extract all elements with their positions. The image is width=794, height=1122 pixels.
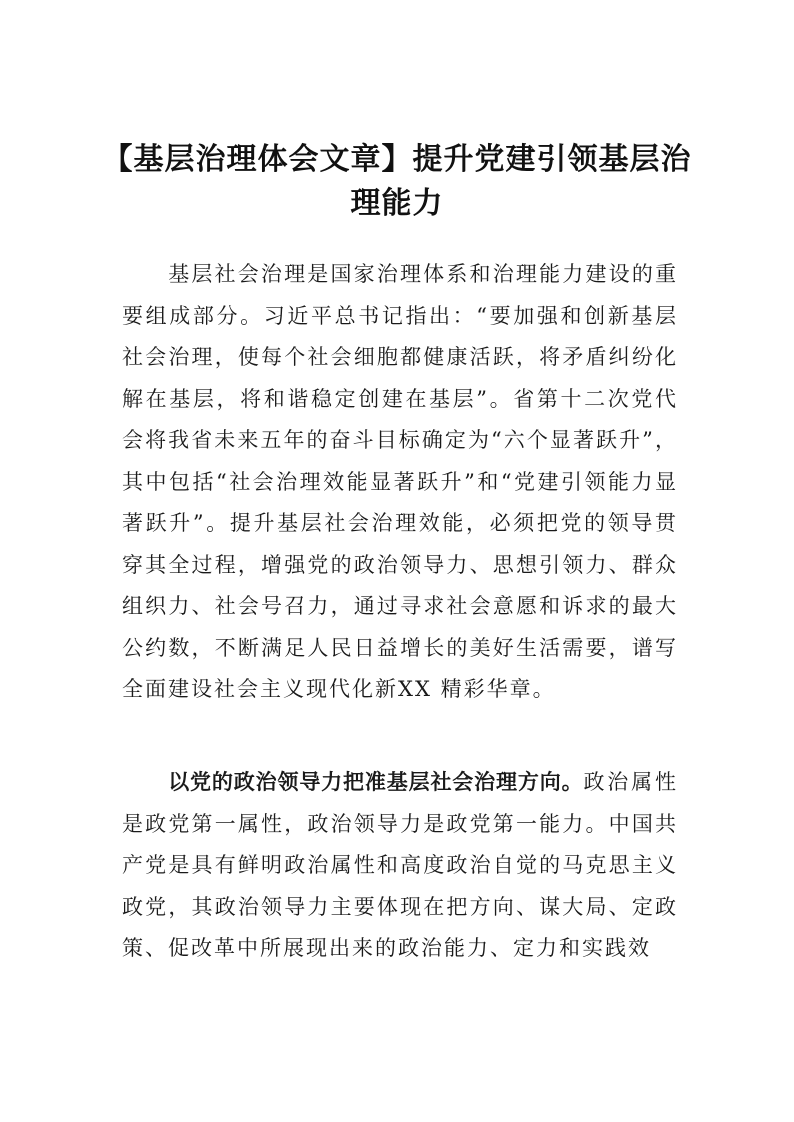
paragraph-2-lead: 以党的政治领导力把准基层社会治理方向。 — [168, 770, 584, 794]
paragraph-1-body: 基层社会治理是国家治理体系和治理能力建设的重要组成部分。习近平总书记指出：“要加强和创新基层社会治理，使每个社会细胞都健康活跃，将矛盾纠纷化解在基层，将和谐稳定创建在基层”。省第十二次党代会将我省未来五年的奋斗目标确定为“六个显著跃升”，其中包括“社会治理效能显著跃升”和“党建引领能力显著跃升”。提升基层社会治理效能，必须把党的领导贯穿其全过程，增强党的政治领导力、思想引领力、群众组织力、社会号召力，通过寻求社会意愿和诉求的最大公约数，不断满足人民日益增长的美好生活需要，谱写全面建设社会主义现代化新XX 精彩华章。 — [122, 262, 678, 701]
paragraph-2-text — [122, 762, 678, 970]
paragraph-2 — [122, 762, 678, 970]
paragraph-1-text — [122, 254, 678, 711]
paragraph-2-body: 政治属性是政党第一属性，政治领导力是政党第一能力。中国共产党是具有鲜明政治属性和高度政治自觉的马克思主义政党，其政治领导力主要体现在把方向、谋大局、定政策、促改革中所展现出来的政治能力、定力和实践效 — [122, 770, 679, 960]
document-title: 【基层治理体会文章】提升党建引领基层治理能力 — [102, 142, 692, 221]
paragraph-1 — [122, 254, 678, 711]
